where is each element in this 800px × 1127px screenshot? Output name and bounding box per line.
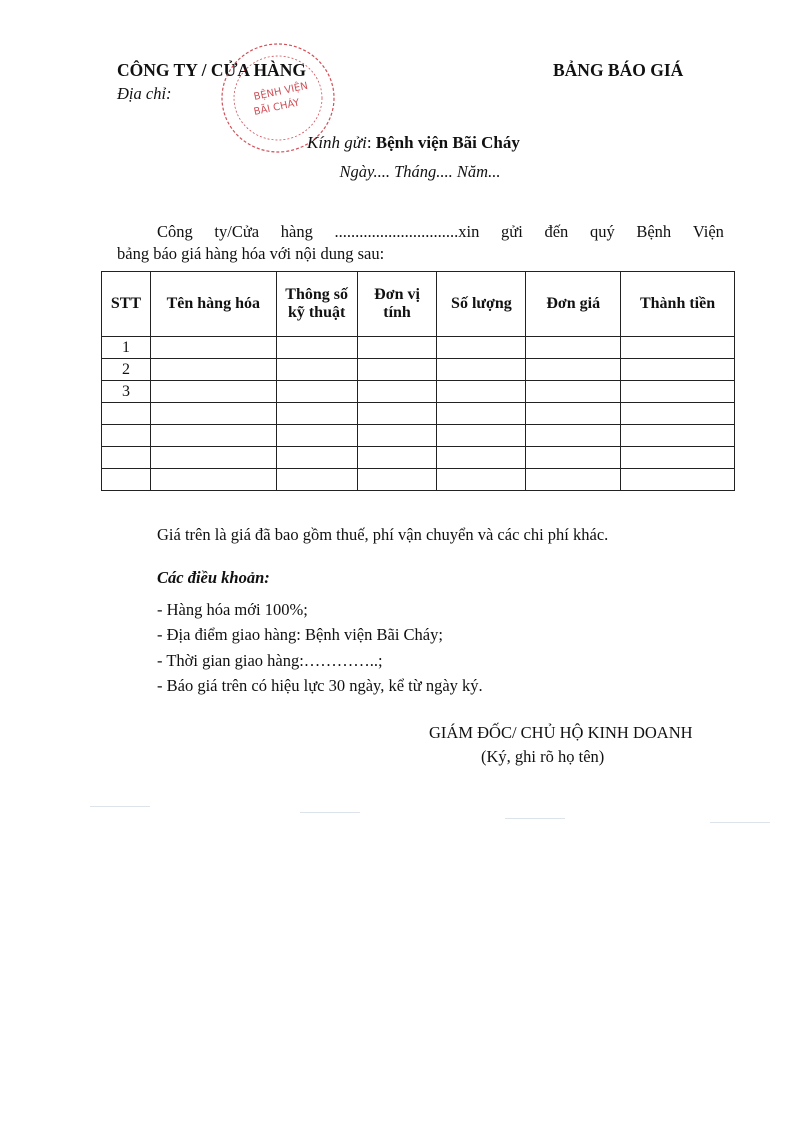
table-cell [526, 447, 621, 469]
table-cell [526, 359, 621, 381]
intro-word: Bệnh [636, 222, 672, 241]
header-unit-price: Đơn giá [526, 272, 621, 337]
signature-note: (Ký, ghi rõ họ tên) [481, 747, 605, 766]
document-title: BẢNG BÁO GIÁ [553, 60, 684, 80]
header-stt: STT [102, 272, 151, 337]
table-cell [621, 381, 735, 403]
table-cell [621, 359, 735, 381]
table-cell [150, 381, 276, 403]
term-item: - Hàng hóa mới 100%; [157, 600, 308, 619]
scan-artifact [505, 818, 565, 819]
table-cell [150, 359, 276, 381]
stamp-text-line2: BÃI CHÁY [252, 97, 301, 118]
recipient-line [307, 133, 520, 153]
table-cell [526, 381, 621, 403]
row-number-cell [102, 447, 151, 469]
scan-artifact [710, 822, 770, 823]
intro-word: quý [589, 222, 615, 241]
intro-word: đến [544, 222, 569, 241]
table-cell [621, 337, 735, 359]
table-cell [437, 403, 526, 425]
table-cell [526, 425, 621, 447]
table-cell [357, 337, 437, 359]
table-row [102, 381, 735, 403]
table-cell [437, 447, 526, 469]
table-cell [621, 469, 735, 491]
table-row [102, 469, 735, 491]
row-number-cell [102, 425, 151, 447]
table-cell [621, 403, 735, 425]
quote-table [101, 271, 735, 491]
table-row [102, 359, 735, 381]
table-cell [526, 403, 621, 425]
header-item-name: Tên hàng hóa [150, 272, 276, 337]
table-cell [526, 469, 621, 491]
row-number-cell: 1 [102, 337, 151, 359]
table-cell [150, 425, 276, 447]
intro-word: ..............................xin [334, 222, 480, 241]
header-total: Thành tiền [621, 272, 735, 337]
table-cell [276, 425, 357, 447]
stamp-text-line1: BỆNH VIỆN [252, 80, 309, 103]
term-item: - Báo giá trên có hiệu lực 30 ngày, kể từ ngày ký. [157, 676, 483, 695]
table-cell [150, 447, 276, 469]
recipient-value: Bệnh viện Bãi Cháy [375, 133, 520, 152]
table-cell [437, 425, 526, 447]
table-cell [526, 337, 621, 359]
table-row [102, 337, 735, 359]
header-quantity: Số lượng [437, 272, 526, 337]
table-cell [276, 359, 357, 381]
company-name: CÔNG TY / CỬA HÀNG [117, 60, 306, 80]
signature-title: GIÁM ĐỐC/ CHỦ HỘ KINH DOANH [429, 723, 693, 742]
recipient-separator: : [366, 133, 376, 152]
scan-artifact [300, 812, 360, 813]
recipient-label: Kính gửi [307, 133, 367, 152]
table-cell [437, 469, 526, 491]
scan-artifact [90, 806, 150, 807]
address-label: Địa chỉ: [117, 84, 172, 103]
intro-line-2: bảng báo giá hàng hóa với nội dung sau: [117, 244, 385, 263]
table-row [102, 403, 735, 425]
term-item: - Địa điểm giao hàng: Bệnh viện Bãi Cháy; [157, 625, 443, 644]
row-number-cell [102, 403, 151, 425]
table-cell [276, 469, 357, 491]
table-cell [150, 403, 276, 425]
table-row [102, 447, 735, 469]
table-cell [437, 381, 526, 403]
row-number-cell: 3 [102, 381, 151, 403]
table-cell [357, 381, 437, 403]
price-note: Giá trên là giá đã bao gồm thuế, phí vận chuyển và các chi phí khác. [157, 525, 609, 544]
row-number-cell [102, 469, 151, 491]
header-unit: Đơn vị tính [357, 272, 437, 337]
table-cell [621, 425, 735, 447]
header-specs: Thông số kỹ thuật [276, 272, 357, 337]
row-number-cell: 2 [102, 359, 151, 381]
table-cell [276, 403, 357, 425]
intro-word: hàng [280, 222, 313, 241]
table-cell [276, 447, 357, 469]
table-cell [437, 359, 526, 381]
intro-line-1 [157, 222, 724, 242]
table-cell [276, 381, 357, 403]
table-cell [357, 359, 437, 381]
terms-heading: Các điều khoản: [157, 568, 270, 587]
table-cell [357, 469, 437, 491]
table-cell [276, 337, 357, 359]
table-cell [437, 337, 526, 359]
intro-word: gửi [501, 222, 523, 241]
table-cell [357, 447, 437, 469]
table-row [102, 425, 735, 447]
intro-word: Viện [692, 222, 724, 241]
table-header-row [102, 272, 735, 337]
table-cell [621, 447, 735, 469]
table-cell [150, 337, 276, 359]
date-line: Ngày.... Tháng.... Năm... [339, 162, 501, 181]
table-cell [357, 425, 437, 447]
term-item: - Thời gian giao hàng:…………..; [157, 651, 383, 670]
table-cell [357, 403, 437, 425]
intro-word: Công [157, 222, 193, 241]
table-cell [150, 469, 276, 491]
intro-word: ty/Cửa [214, 222, 260, 241]
